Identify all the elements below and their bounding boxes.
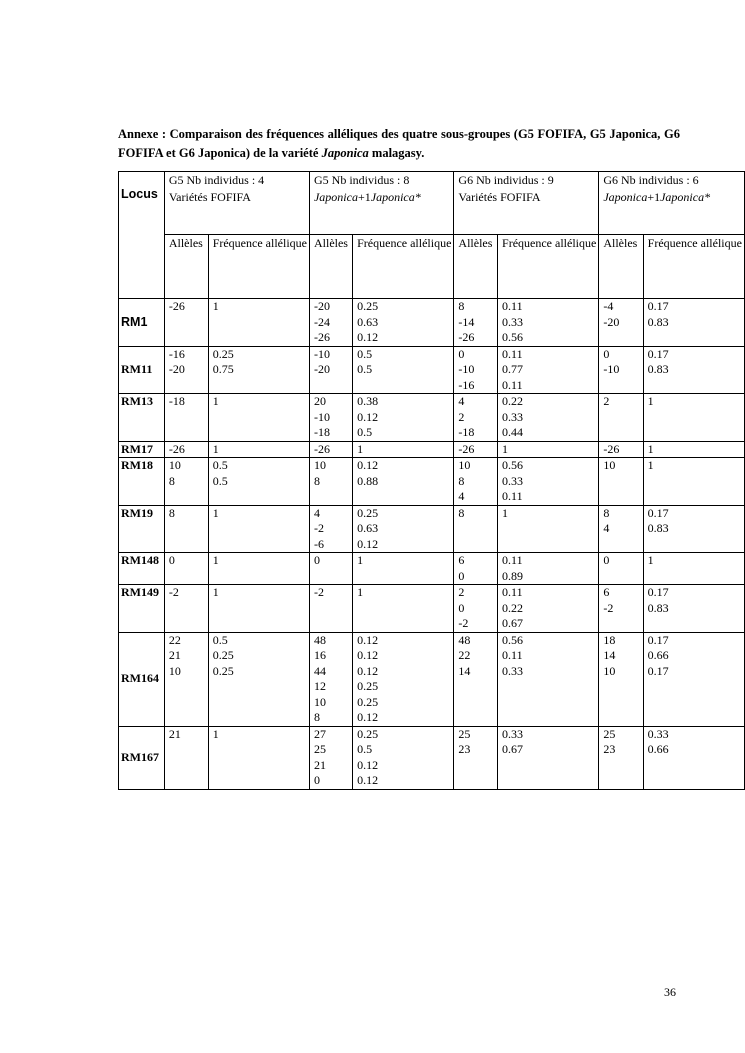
allele-cell bbox=[164, 346, 208, 394]
frequency-value: 0.38 bbox=[357, 394, 379, 408]
frequency-cell bbox=[498, 632, 599, 726]
allele-cell bbox=[454, 585, 498, 633]
frequency-cell bbox=[498, 585, 599, 633]
allele-value: 10 bbox=[168, 458, 181, 472]
allele-value: -26 bbox=[458, 330, 475, 344]
frequency-value: 0.25 bbox=[212, 663, 234, 678]
frequency-value: 0.25 bbox=[212, 648, 234, 662]
frequency-cell bbox=[498, 299, 599, 347]
allele-value: -2 bbox=[313, 585, 324, 599]
locus-cell: RM149 bbox=[119, 585, 165, 633]
allele-value: 16 bbox=[313, 648, 326, 662]
allele-value: 4 bbox=[458, 489, 465, 503]
frequency-value: 0.25 bbox=[357, 679, 379, 693]
frequency-cell bbox=[208, 346, 309, 394]
frequency-value: 0.11 bbox=[502, 489, 523, 503]
frequency-cell bbox=[208, 632, 309, 726]
frequency-value: 0.83 bbox=[647, 600, 669, 615]
frequency-cell bbox=[643, 726, 744, 789]
group-header-g6-fofifa: G6 Nb individus : 9 Variétés FOFIFA bbox=[454, 172, 599, 235]
frequency-value: 0.12 bbox=[357, 773, 379, 787]
allele-value: 25 bbox=[458, 726, 471, 741]
allele-cell bbox=[309, 346, 352, 394]
allele-value: -26 bbox=[458, 441, 475, 456]
allele-value: 8 bbox=[458, 299, 465, 313]
allele-value: 0 bbox=[458, 568, 465, 583]
allele-value: -10 bbox=[458, 362, 475, 376]
heading-text-1: Annexe : Comparaison des fréquences alléliques des quatre sous-groupes (G5 FOFIFA, G5 Japonica, G6 FOFIFA et G6 Japonica) de la variété bbox=[118, 127, 680, 160]
frequency-cell bbox=[643, 458, 744, 506]
table-row bbox=[119, 458, 745, 506]
allele-value: 0 bbox=[168, 553, 175, 567]
frequency-value: 0.88 bbox=[357, 473, 379, 488]
frequency-value: 1 bbox=[647, 553, 654, 567]
frequency-value: 0.33 bbox=[502, 409, 524, 424]
col-header-alleles: Allèles bbox=[599, 235, 643, 299]
allele-value: 4 bbox=[603, 521, 610, 535]
frequency-cell bbox=[643, 346, 744, 394]
frequency-cell bbox=[208, 505, 309, 553]
allele-cell bbox=[309, 553, 352, 585]
frequency-value: 0.89 bbox=[502, 568, 524, 583]
allele-value: 0 bbox=[313, 553, 320, 567]
allele-cell bbox=[309, 458, 352, 506]
frequency-value: 0.22 bbox=[502, 394, 524, 408]
col-header-frequency: Fréquence allélique bbox=[208, 235, 309, 299]
frequency-cell bbox=[353, 553, 454, 585]
allele-value: 2 bbox=[603, 394, 610, 408]
frequency-value: 0.12 bbox=[357, 409, 379, 424]
frequency-value: 0.25 bbox=[357, 505, 379, 520]
frequency-value: 1 bbox=[357, 585, 364, 599]
frequency-cell bbox=[498, 553, 599, 585]
frequency-cell bbox=[353, 441, 454, 458]
allele-value: -10 bbox=[603, 362, 620, 376]
allele-cell bbox=[454, 632, 498, 726]
allele-cell bbox=[309, 299, 352, 347]
allele-value: 0 bbox=[313, 773, 320, 787]
frequency-value: 1 bbox=[212, 394, 219, 408]
col-header-frequency: Fréquence allélique bbox=[498, 235, 599, 299]
table-row bbox=[119, 394, 745, 442]
frequency-value: 1 bbox=[212, 585, 219, 599]
frequency-value: 0.12 bbox=[357, 536, 379, 551]
allele-value: -20 bbox=[603, 314, 620, 329]
locus-cell: RM164 bbox=[119, 632, 165, 726]
allele-value: 4 bbox=[313, 505, 320, 520]
allele-cell bbox=[309, 441, 352, 458]
allele-value: -26 bbox=[603, 441, 620, 456]
frequency-value: 0.12 bbox=[357, 757, 379, 772]
allele-cell bbox=[164, 299, 208, 347]
frequency-cell bbox=[353, 299, 454, 347]
frequency-value: 0.5 bbox=[357, 346, 373, 361]
locus-cell: RM17 bbox=[119, 441, 165, 458]
allele-cell bbox=[164, 585, 208, 633]
frequency-cell bbox=[498, 346, 599, 394]
frequency-value: 1 bbox=[357, 441, 364, 456]
allele-value: -26 bbox=[313, 441, 330, 456]
page-number: 36 bbox=[664, 985, 676, 999]
allele-value: 10 bbox=[313, 694, 326, 709]
allele-cell bbox=[599, 299, 643, 347]
frequency-value: 0.56 bbox=[502, 330, 524, 344]
table-row bbox=[119, 585, 745, 633]
frequency-value: 0.83 bbox=[647, 314, 669, 329]
allele-value: 27 bbox=[313, 726, 326, 741]
allele-cell bbox=[164, 394, 208, 442]
allele-value: -2 bbox=[313, 521, 324, 535]
allele-value: -18 bbox=[313, 425, 330, 439]
frequency-value: 0.17 bbox=[647, 505, 669, 520]
frequency-cell bbox=[353, 458, 454, 506]
allele-value: -26 bbox=[168, 441, 185, 456]
frequency-cell bbox=[643, 441, 744, 458]
frequency-value: 0.25 bbox=[357, 299, 379, 313]
frequency-value: 0.77 bbox=[502, 362, 524, 376]
frequency-value: 1 bbox=[212, 299, 219, 313]
allele-value: 22 bbox=[168, 632, 181, 647]
group-header-g5-fofifa: G5 Nb individus : 4 Variétés FOFIFA bbox=[164, 172, 309, 235]
frequency-value: 0.12 bbox=[357, 663, 379, 678]
frequency-value: 1 bbox=[212, 505, 219, 520]
frequency-value: 1 bbox=[357, 553, 364, 567]
frequency-cell bbox=[353, 585, 454, 633]
allele-value: 0 bbox=[458, 600, 465, 615]
frequency-value: 0.5 bbox=[357, 362, 373, 376]
frequency-value: 0.63 bbox=[357, 314, 379, 329]
frequency-cell bbox=[643, 505, 744, 553]
frequency-value: 0.11 bbox=[502, 299, 523, 313]
frequency-value: 0.11 bbox=[502, 346, 523, 361]
col-header-alleles: Allèles bbox=[164, 235, 208, 299]
allele-cell bbox=[309, 726, 352, 789]
allele-value: 6 bbox=[603, 585, 610, 599]
allele-value: -16 bbox=[458, 377, 475, 392]
allele-value: -16 bbox=[168, 346, 185, 361]
frequency-value: 0.66 bbox=[647, 648, 669, 662]
locus-cell: RM11 bbox=[119, 346, 165, 394]
allele-cell bbox=[309, 632, 352, 726]
allele-frequency-table bbox=[118, 171, 745, 790]
frequency-value: 0.67 bbox=[502, 616, 524, 630]
col-header-alleles: Allèles bbox=[454, 235, 498, 299]
allele-cell bbox=[599, 346, 643, 394]
allele-value: 10 bbox=[313, 458, 326, 472]
frequency-value: 0.33 bbox=[647, 726, 669, 741]
frequency-value: 0.11 bbox=[502, 648, 523, 662]
allele-cell bbox=[454, 299, 498, 347]
allele-cell bbox=[309, 505, 352, 553]
frequency-value: 0.5 bbox=[212, 458, 228, 472]
frequency-value: 0.25 bbox=[357, 726, 379, 741]
frequency-value: 0.11 bbox=[502, 585, 523, 599]
frequency-cell bbox=[208, 585, 309, 633]
locus-cell: RM18 bbox=[119, 458, 165, 506]
allele-value: 0 bbox=[603, 553, 610, 567]
frequency-cell bbox=[353, 505, 454, 553]
frequency-value: 0.33 bbox=[502, 314, 524, 329]
allele-value: 8 bbox=[458, 473, 465, 488]
allele-cell bbox=[599, 553, 643, 585]
frequency-cell bbox=[498, 458, 599, 506]
frequency-value: 0.25 bbox=[212, 346, 234, 361]
frequency-value: 0.5 bbox=[357, 742, 373, 756]
frequency-value: 0.33 bbox=[502, 726, 524, 741]
group-header-g5-japonica: G5 Nb individus : 8 Japonica+1Japonica* bbox=[309, 172, 453, 235]
allele-cell bbox=[599, 632, 643, 726]
table-row bbox=[119, 632, 745, 726]
allele-value: 10 bbox=[168, 663, 181, 678]
allele-value: 48 bbox=[313, 632, 326, 647]
frequency-cell bbox=[353, 394, 454, 442]
frequency-value: 0.63 bbox=[357, 521, 379, 535]
allele-value: 10 bbox=[458, 458, 471, 472]
allele-value: 2 bbox=[458, 409, 465, 424]
allele-value: -18 bbox=[458, 425, 475, 439]
locus-cell: RM19 bbox=[119, 505, 165, 553]
allele-value: 8 bbox=[168, 473, 175, 488]
frequency-value: 1 bbox=[502, 505, 509, 520]
sub-header-row bbox=[119, 235, 745, 299]
frequency-cell bbox=[353, 632, 454, 726]
allele-cell bbox=[164, 458, 208, 506]
frequency-value: 0.11 bbox=[502, 553, 523, 567]
frequency-cell bbox=[208, 726, 309, 789]
allele-cell bbox=[599, 726, 643, 789]
frequency-cell bbox=[498, 441, 599, 458]
frequency-value: 0.11 bbox=[502, 377, 523, 392]
frequency-value: 0.44 bbox=[502, 425, 524, 439]
allele-value: 22 bbox=[458, 648, 471, 662]
frequency-value: 1 bbox=[647, 441, 654, 456]
frequency-cell bbox=[643, 585, 744, 633]
allele-value: -24 bbox=[313, 314, 330, 329]
allele-value: 23 bbox=[458, 742, 471, 756]
heading-text-2: malagasy. bbox=[368, 146, 425, 160]
frequency-value: 0.66 bbox=[647, 742, 669, 756]
allele-cell bbox=[454, 505, 498, 553]
allele-cell bbox=[454, 346, 498, 394]
frequency-cell bbox=[208, 394, 309, 442]
frequency-value: 0.22 bbox=[502, 600, 524, 615]
frequency-cell bbox=[643, 394, 744, 442]
frequency-cell bbox=[353, 726, 454, 789]
allele-cell bbox=[599, 585, 643, 633]
allele-value: 0 bbox=[458, 346, 465, 361]
frequency-value: 0.83 bbox=[647, 362, 669, 376]
allele-value: 21 bbox=[168, 726, 181, 741]
col-header-frequency: Fréquence allélique bbox=[643, 235, 744, 299]
heading-italic: Japonica bbox=[321, 146, 369, 160]
frequency-value: 1 bbox=[647, 394, 654, 408]
allele-value: -20 bbox=[313, 362, 330, 376]
allele-value: 0 bbox=[603, 346, 610, 361]
allele-value: -2 bbox=[603, 600, 614, 615]
allele-cell bbox=[454, 441, 498, 458]
frequency-cell bbox=[498, 726, 599, 789]
frequency-value: 0.75 bbox=[212, 362, 234, 376]
allele-value: -18 bbox=[168, 394, 185, 408]
frequency-cell bbox=[208, 299, 309, 347]
frequency-value: 0.12 bbox=[357, 710, 379, 724]
frequency-value: 0.33 bbox=[502, 663, 524, 678]
frequency-cell bbox=[208, 553, 309, 585]
allele-cell bbox=[454, 458, 498, 506]
allele-value: 8 bbox=[458, 505, 465, 520]
allele-value: 10 bbox=[603, 458, 616, 472]
frequency-value: 1 bbox=[502, 441, 509, 456]
allele-value: 2 bbox=[458, 585, 465, 599]
frequency-cell bbox=[498, 394, 599, 442]
table-row bbox=[119, 726, 745, 789]
allele-cell bbox=[164, 553, 208, 585]
frequency-cell bbox=[498, 505, 599, 553]
allele-value: 10 bbox=[603, 663, 616, 678]
frequency-value: 0.83 bbox=[647, 521, 669, 535]
allele-cell bbox=[164, 632, 208, 726]
frequency-value: 0.56 bbox=[502, 458, 524, 472]
frequency-value: 0.5 bbox=[212, 632, 228, 647]
allele-value: 44 bbox=[313, 663, 326, 678]
allele-value: -2 bbox=[168, 585, 179, 599]
page-heading bbox=[118, 125, 680, 163]
frequency-value: 0.17 bbox=[647, 585, 669, 599]
allele-cell bbox=[454, 553, 498, 585]
allele-cell bbox=[309, 585, 352, 633]
allele-value: 25 bbox=[603, 726, 616, 741]
locus-cell: RM148 bbox=[119, 553, 165, 585]
col-header-alleles: Allèles bbox=[309, 235, 352, 299]
allele-cell bbox=[454, 394, 498, 442]
frequency-cell bbox=[208, 441, 309, 458]
allele-value: -6 bbox=[313, 536, 324, 551]
allele-value: 8 bbox=[313, 710, 320, 724]
frequency-value: 1 bbox=[212, 553, 219, 567]
group-header-row bbox=[119, 172, 745, 235]
locus-cell: RM13 bbox=[119, 394, 165, 442]
frequency-cell bbox=[643, 632, 744, 726]
allele-value: -4 bbox=[603, 299, 614, 313]
frequency-value: 0.17 bbox=[647, 346, 669, 361]
frequency-value: 0.12 bbox=[357, 632, 379, 647]
allele-value: 12 bbox=[313, 679, 326, 693]
frequency-value: 1 bbox=[647, 458, 654, 472]
locus-cell: RM1 bbox=[119, 299, 165, 347]
allele-value: 25 bbox=[313, 742, 326, 756]
frequency-value: 1 bbox=[212, 441, 219, 456]
frequency-value: 0.5 bbox=[212, 473, 228, 488]
frequency-cell bbox=[208, 458, 309, 506]
allele-value: 14 bbox=[458, 663, 471, 678]
allele-value: -20 bbox=[168, 362, 185, 376]
allele-value: 48 bbox=[458, 632, 471, 647]
allele-value: 6 bbox=[458, 553, 465, 567]
frequency-value: 0.17 bbox=[647, 663, 669, 678]
allele-value: -14 bbox=[458, 314, 475, 329]
allele-value: -10 bbox=[313, 346, 330, 361]
allele-value: 20 bbox=[313, 394, 326, 408]
allele-value: -10 bbox=[313, 409, 330, 424]
allele-value: 23 bbox=[603, 742, 616, 756]
frequency-value: 0.12 bbox=[357, 648, 379, 662]
allele-value: 8 bbox=[168, 505, 175, 520]
col-header-frequency: Fréquence allélique bbox=[353, 235, 454, 299]
table-row bbox=[119, 299, 745, 347]
frequency-cell bbox=[643, 553, 744, 585]
allele-value: 18 bbox=[603, 632, 616, 647]
allele-value: -20 bbox=[313, 299, 330, 313]
frequency-value: 1 bbox=[212, 726, 219, 741]
table-row bbox=[119, 505, 745, 553]
allele-cell bbox=[599, 505, 643, 553]
locus-header: Locus bbox=[119, 172, 165, 299]
allele-value: 8 bbox=[603, 505, 610, 520]
allele-cell bbox=[164, 441, 208, 458]
allele-value: 21 bbox=[168, 648, 181, 662]
frequency-value: 0.17 bbox=[647, 632, 669, 647]
allele-cell bbox=[599, 441, 643, 458]
allele-value: -2 bbox=[458, 616, 469, 630]
frequency-value: 0.12 bbox=[357, 458, 379, 472]
locus-cell: RM167 bbox=[119, 726, 165, 789]
allele-cell bbox=[164, 726, 208, 789]
table-row bbox=[119, 553, 745, 585]
allele-cell bbox=[164, 505, 208, 553]
frequency-cell bbox=[643, 299, 744, 347]
frequency-value: 0.67 bbox=[502, 742, 524, 756]
frequency-value: 0.5 bbox=[357, 425, 373, 439]
frequency-cell bbox=[353, 346, 454, 394]
allele-value: -26 bbox=[168, 299, 185, 313]
allele-cell bbox=[599, 458, 643, 506]
allele-value: -26 bbox=[313, 330, 330, 344]
allele-value: 21 bbox=[313, 757, 326, 772]
allele-cell bbox=[309, 394, 352, 442]
frequency-value: 0.56 bbox=[502, 632, 524, 647]
frequency-value: 0.12 bbox=[357, 330, 379, 344]
allele-value: 8 bbox=[313, 473, 320, 488]
allele-value: 14 bbox=[603, 648, 616, 662]
group-header-g6-japonica: G6 Nb individus : 6 Japonica+1Japonica* bbox=[599, 172, 745, 235]
table-row bbox=[119, 441, 745, 458]
allele-value: 4 bbox=[458, 394, 465, 408]
allele-cell bbox=[599, 394, 643, 442]
frequency-value: 0.33 bbox=[502, 473, 524, 488]
table-row bbox=[119, 346, 745, 394]
frequency-value: 0.17 bbox=[647, 299, 669, 313]
allele-cell bbox=[454, 726, 498, 789]
frequency-value: 0.25 bbox=[357, 694, 379, 709]
